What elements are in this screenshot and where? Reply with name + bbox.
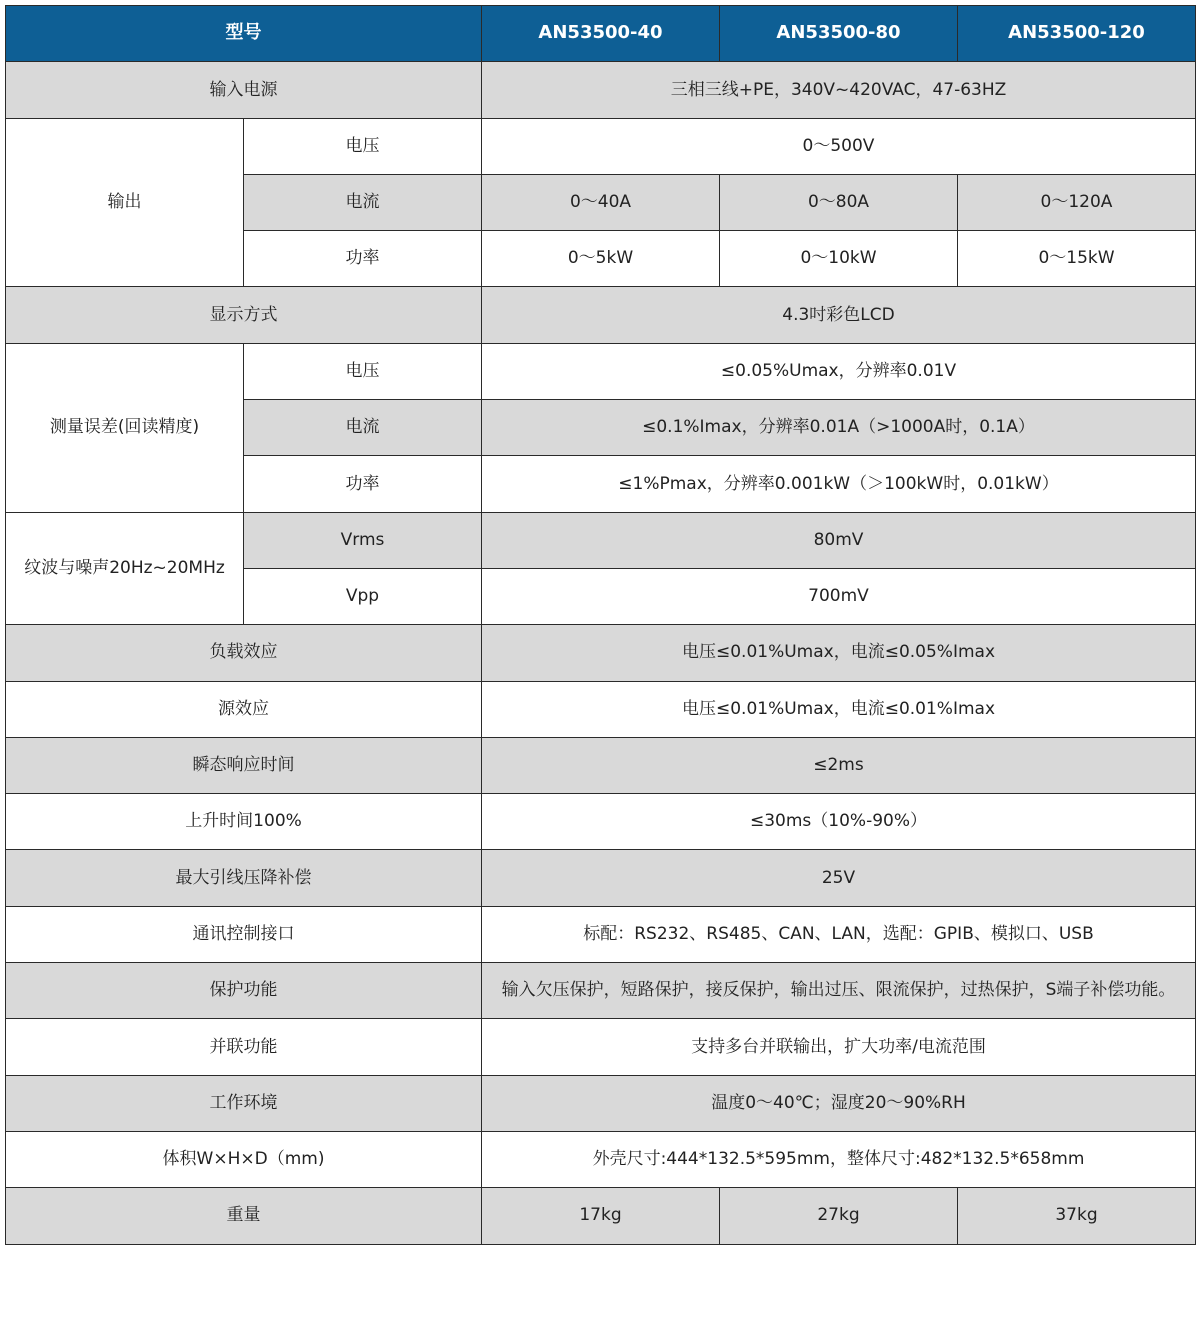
row-weight [6,1188,1196,1244]
output-current-value-3: 0～120A [958,174,1196,230]
output-label: 输出 [6,118,244,287]
output-power-value-2: 0～10kW [720,231,958,287]
row-protection [6,963,1196,1019]
measure-voltage-label: 电压 [244,343,482,399]
dimensions-value: 外壳尺寸:444*132.5*595mm，整体尺寸:482*132.5*658mm [482,1131,1196,1187]
output-voltage-value: 0～500V [482,118,1196,174]
row-parallel [6,1019,1196,1075]
spec-table-container [5,5,1196,1245]
dimensions-label: 体积W×H×D（mm) [6,1131,482,1187]
header-model-label: 型号 [6,6,482,62]
measure-power-value: ≤1%Pmax，分辨率0.001kW（＞100kW时，0.01kW） [482,456,1196,512]
output-voltage-label: 电压 [244,118,482,174]
spec-table [5,5,1196,1245]
output-power-value-3: 0～15kW [958,231,1196,287]
weight-value-1: 17kg [482,1188,720,1244]
display-value: 4.3吋彩色LCD [482,287,1196,343]
rise-time-label: 上升时间100% [6,794,482,850]
source-effect-value: 电压≤0.01%Umax，电流≤0.01%Imax [482,681,1196,737]
header-row [6,6,1196,62]
load-effect-value: 电压≤0.01%Umax，电流≤0.05%Imax [482,625,1196,681]
transient-value: ≤2ms [482,737,1196,793]
row-rise-time [6,794,1196,850]
lead-comp-label: 最大引线压降补偿 [6,850,482,906]
transient-label: 瞬态响应时间 [6,737,482,793]
output-power-label: 功率 [244,231,482,287]
ripple-vpp-label: Vpp [244,568,482,624]
load-effect-label: 负载效应 [6,625,482,681]
ripple-vrms-label: Vrms [244,512,482,568]
row-display [6,287,1196,343]
display-label: 显示方式 [6,287,482,343]
measure-current-label: 电流 [244,400,482,456]
ripple-vpp-value: 700mV [482,568,1196,624]
ripple-label: 纹波与噪声20Hz~20MHz [6,512,244,625]
output-current-value-1: 0～40A [482,174,720,230]
measure-current-value: ≤0.1%Imax，分辨率0.01A（>1000A时，0.1A） [482,400,1196,456]
output-power-value-1: 0～5kW [482,231,720,287]
protection-value: 输入欠压保护，短路保护，接反保护，输出过压、限流保护，过热保护，S端子补偿功能。 [482,963,1196,1019]
row-dimensions [6,1131,1196,1187]
weight-value-3: 37kg [958,1188,1196,1244]
row-comm [6,906,1196,962]
header-model-3: AN53500-120 [958,6,1196,62]
rise-time-value: ≤30ms（10%-90%） [482,794,1196,850]
source-effect-label: 源效应 [6,681,482,737]
output-current-label: 电流 [244,174,482,230]
protection-label: 保护功能 [6,963,482,1019]
row-measure-voltage [6,343,1196,399]
comm-label: 通讯控制接口 [6,906,482,962]
row-lead-comp [6,850,1196,906]
row-output-voltage [6,118,1196,174]
parallel-value: 支持多台并联输出，扩大功率/电流范围 [482,1019,1196,1075]
measure-voltage-value: ≤0.05%Umax，分辨率0.01V [482,343,1196,399]
header-model-2: AN53500-80 [720,6,958,62]
parallel-label: 并联功能 [6,1019,482,1075]
output-current-value-2: 0～80A [720,174,958,230]
comm-value: 标配：RS232、RS485、CAN、LAN，选配：GPIB、模拟口、USB [482,906,1196,962]
row-source-effect [6,681,1196,737]
input-power-label: 输入电源 [6,62,482,118]
row-environment [6,1075,1196,1131]
weight-label: 重量 [6,1188,482,1244]
ripple-vrms-value: 80mV [482,512,1196,568]
environment-value: 温度0～40℃；湿度20～90%RH [482,1075,1196,1131]
weight-value-2: 27kg [720,1188,958,1244]
input-power-value: 三相三线+PE，340V~420VAC，47-63HZ [482,62,1196,118]
measure-power-label: 功率 [244,456,482,512]
measurement-label: 测量误差(回读精度) [6,343,244,512]
lead-comp-value: 25V [482,850,1196,906]
row-ripple-vrms [6,512,1196,568]
row-transient [6,737,1196,793]
row-input-power [6,62,1196,118]
environment-label: 工作环境 [6,1075,482,1131]
row-load-effect [6,625,1196,681]
header-model-1: AN53500-40 [482,6,720,62]
